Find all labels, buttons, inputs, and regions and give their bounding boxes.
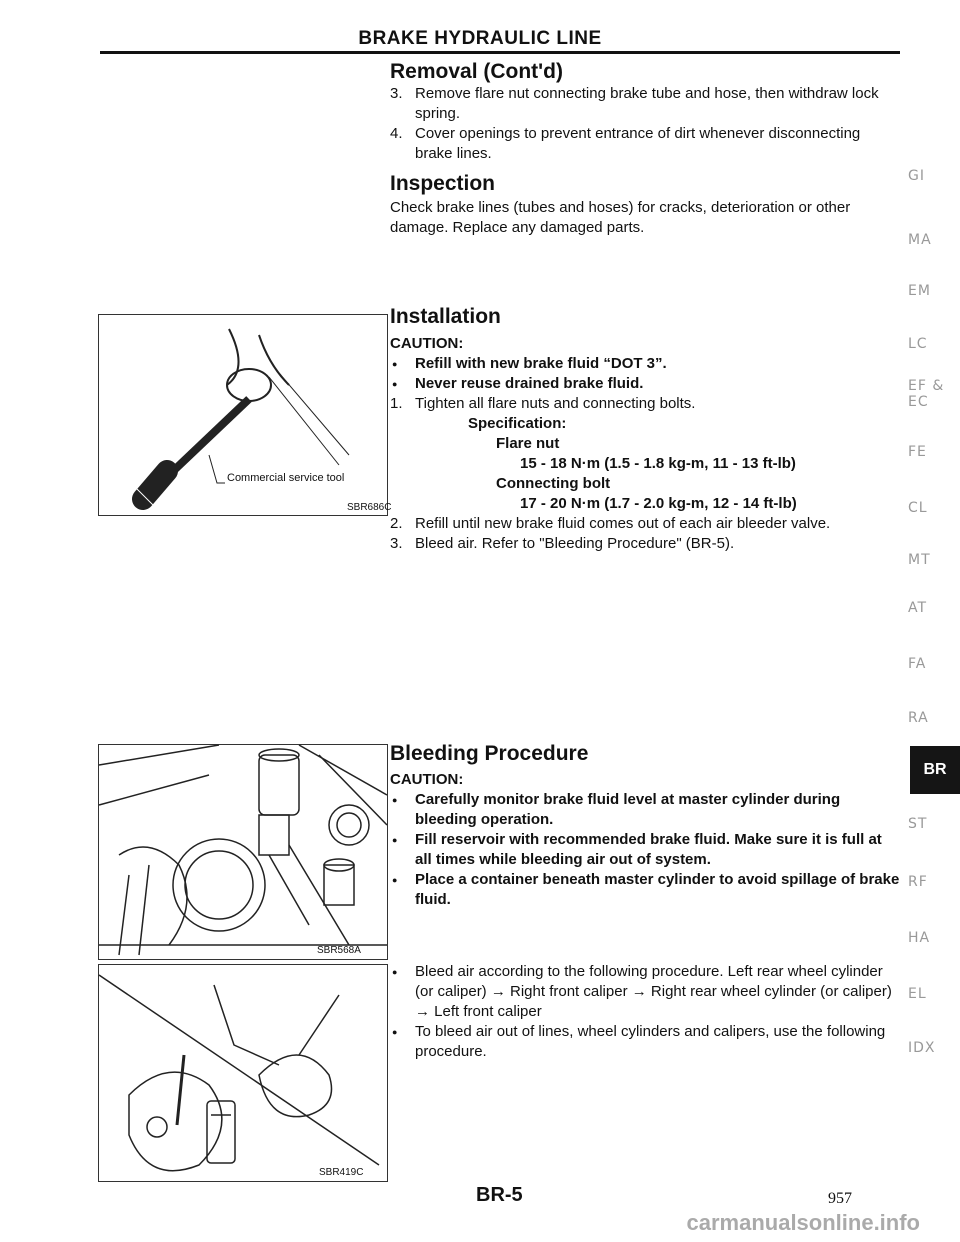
sidebar-item-st[interactable]: ST bbox=[908, 816, 928, 832]
wrench-illustration bbox=[99, 315, 392, 515]
removal-heading: Removal (Cont'd) bbox=[390, 60, 563, 83]
removal-steps bbox=[390, 84, 900, 164]
installation-step-3: 3. Bleed air. Refer to "Bleeding Procedure" (BR-5). bbox=[390, 535, 735, 552]
flare-nut-label: Flare nut bbox=[496, 435, 560, 452]
sidebar-item-rf[interactable]: RF bbox=[908, 874, 928, 890]
bleeding-caution-2: ● Fill reservoir with recommended brake fluid. Make sure it is full at all times while bleeding air out of system. bbox=[390, 830, 900, 870]
fig3-code: SBR419C bbox=[319, 1167, 364, 1178]
installation-body bbox=[390, 334, 900, 554]
installation-bullet-1: ● Refill with new brake fluid “DOT 3”. bbox=[390, 354, 900, 374]
installation-caution: CAUTION: bbox=[390, 335, 464, 352]
inspection-text: Check brake lines (tubes and hoses) for cracks, deterioration or other damage. Replace any damaged parts. bbox=[390, 199, 851, 236]
installation-step-2: 2. Refill until new brake fluid comes out of each air bleeder valve. bbox=[390, 515, 831, 532]
installation-heading: Installation bbox=[390, 305, 501, 328]
header-rule bbox=[100, 51, 900, 54]
sidebar-item-ma[interactable]: MA bbox=[908, 232, 932, 248]
figure-caliper-bleed bbox=[98, 964, 388, 1182]
flare-nut-torque: 15 - 18 N·m (1.5 - 1.8 kg-m, 11 - 13 ft-lb) bbox=[520, 455, 796, 472]
bleeding-steps bbox=[390, 962, 900, 1062]
sidebar-item-lc[interactable]: LC bbox=[908, 336, 928, 352]
fig2-code: SBR568A bbox=[317, 945, 361, 956]
sidebar-item-idx[interactable]: IDX bbox=[908, 1040, 936, 1056]
removal-step-3: 3. Remove flare nut connecting brake tube and hose, then withdraw lock spring. bbox=[390, 85, 879, 122]
sidebar-item-mt[interactable]: MT bbox=[908, 552, 931, 568]
bleeding-caution-1: ● Carefully monitor brake fluid level at master cylinder during bleeding operation. bbox=[390, 790, 900, 830]
sidebar-item-fa[interactable]: FA bbox=[908, 656, 927, 672]
sidebar-item-cl[interactable]: CL bbox=[908, 500, 928, 516]
sidebar-item-ha[interactable]: HA bbox=[908, 930, 931, 946]
bolt-label: Connecting bolt bbox=[496, 475, 611, 492]
fig1-code: SBR686C bbox=[347, 502, 392, 513]
footer-section: BR-5 bbox=[476, 1184, 523, 1206]
figure-service-tool bbox=[98, 314, 392, 516]
figure-master-cylinder bbox=[98, 744, 388, 960]
sidebar-item-ef-ec[interactable]: EF & EC bbox=[908, 378, 945, 410]
bleeding-step-2: ● To bleed air out of lines, wheel cylinders and calipers, use the following procedure. bbox=[390, 1022, 900, 1062]
bleeding-caution-block bbox=[390, 770, 900, 910]
watermark: carmanualsonline.info bbox=[686, 1210, 920, 1235]
page-number: 957 bbox=[828, 1190, 852, 1207]
engine-bay-illustration bbox=[99, 745, 387, 959]
fig1-label: Commercial service tool bbox=[227, 472, 345, 484]
sidebar-item-br-active[interactable]: BR bbox=[910, 746, 960, 794]
sidebar-item-ra[interactable]: RA bbox=[908, 710, 929, 726]
spec-label: Specification: bbox=[468, 415, 567, 432]
installation-step-1: 1. Tighten all flare nuts and connecting bolts. bbox=[390, 395, 696, 412]
inspection-heading: Inspection bbox=[390, 172, 496, 195]
sidebar-item-fe[interactable]: FE bbox=[908, 444, 927, 460]
bleeding-caution-3: ● Place a container beneath master cylinder to avoid spillage of brake fluid. bbox=[390, 870, 900, 910]
bleeding-step-1: ● Bleed air according to the following procedure. Left rear wheel cylinder (or caliper) → Right front caliper → Right rear wheel cylinder (or caliper) → Left front caliper bbox=[390, 962, 900, 1022]
installation-bullet-2: ● Never reuse drained brake fluid. bbox=[390, 374, 900, 394]
page-header: BRAKE HYDRAULIC LINE bbox=[358, 28, 602, 49]
caliper-illustration bbox=[99, 965, 387, 1181]
sidebar-item-em[interactable]: EM bbox=[908, 283, 931, 299]
sidebar-item-el[interactable]: EL bbox=[908, 986, 927, 1002]
sidebar-item-gi[interactable]: GI bbox=[908, 168, 925, 184]
sidebar-item-at[interactable]: AT bbox=[908, 600, 928, 616]
bleeding-heading: Bleeding Procedure bbox=[390, 742, 589, 765]
removal-step-4: 4. Cover openings to prevent entrance of dirt whenever disconnecting brake lines. bbox=[390, 125, 861, 162]
bolt-torque: 17 - 20 N·m (1.7 - 2.0 kg-m, 12 - 14 ft-lb) bbox=[520, 495, 797, 512]
bleeding-caution: CAUTION: bbox=[390, 771, 464, 788]
